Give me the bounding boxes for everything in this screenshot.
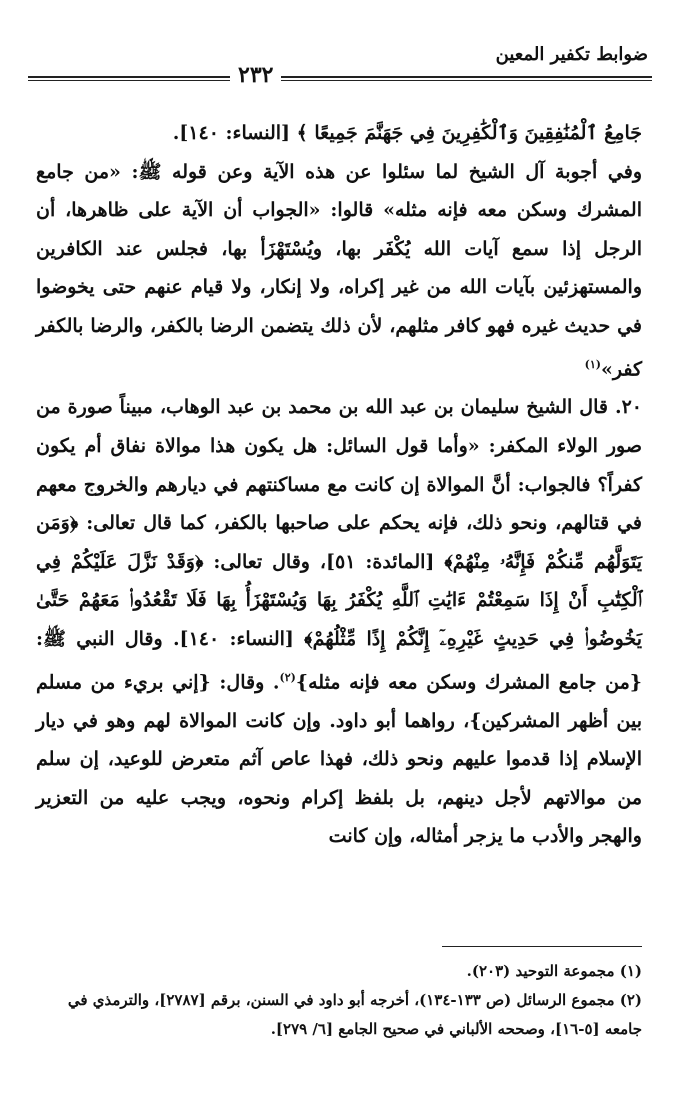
header-rule: [28, 76, 652, 78]
page-number: ٢٣٢: [230, 62, 281, 88]
footnote-ref: (١): [584, 357, 601, 371]
paragraph-text: وفي أجوبة آل الشيخ لما سئلوا عن هذه الآية وعن قوله ﷺ: «من جامع المشرك وسكن معه فإنه مثله» قالوا: «الجواب أن الآية على ظاهرها، أن الرجل إذا سمع آيات الله يُكْفَر بها، ويُسْتَهْزَأ بها، فجلس عند الكافرين والمستهزئين بآيات الله من غير إكراه، ولا إنكار، ولا قيام عنهم حتى يخوضوا في حديث غيره فهو كافر مثلهم، لأن ذلك يتضمن الرضا بالكفر، والرضا بالكفر كفر»: [36, 160, 642, 380]
footnotes: [36, 957, 642, 1044]
item-number: ٢٠.: [614, 396, 642, 419]
paragraph: [36, 153, 642, 389]
numbered-item: [36, 388, 642, 855]
header-rule-thin: [28, 80, 652, 81]
paragraph-text-cont: . وقال: {إني بريء من مسلم بين أظهر المشركين}، رواهما أبو داود. وإن كانت الموالاة لهم وهو في ديار الإسلام إذا قدموا عليهم ونحو ذلك، فهذا عاص آثم متعرض للوعيد، إن سلم من موالاتهم لأجل دينهم، بل بلفظ إكرام ونحوه، ويجب عليه من التعزير والهجر والأدب ما يزجر أمثاله، وإن كانت: [36, 670, 642, 848]
footnote: (١) مجموعة التوحيد (٢٠٣).: [466, 962, 642, 980]
running-header-title: ضوابط تكفير المعين: [495, 44, 648, 65]
footnote-ref: (٢): [279, 670, 296, 684]
footnote-separator: [442, 946, 642, 947]
quran-verse-continuation: جَامِعُ ٱلْمُنَٰفِقِينَ وَٱلْكَٰفِرِينَ فِي جَهَنَّمَ جَمِيعًا ﴾ [النساء: ١٤٠].: [172, 122, 642, 144]
main-text: [36, 114, 642, 856]
footnote: (٢) مجموع الرسائل (ص ١٣٣-١٣٤)، أخرجه أبو داود في السنن، برقم [٢٧٨٧]، والترمذي في جامعه [٥-١٦]، وصححه الألباني في صحيح الجامع [٦/ ٢٧٩].: [67, 991, 642, 1038]
paragraph-text: قال الشيخ سليمان بن عبد الله بن محمد بن عبد الوهاب، مبيناً صورة من صور الولاء المكفر: «وأما قول السائل: هل يكون هذا موالاة نفاق أم يكون كفراً؟ فالجواب: أنَّ الموالاة إن كانت مع مساكنتهم في ديارهم والخروج معهم في قتالهم، ونحو ذلك، فإنه يحكم على صاحبها بالكفر، كما قال تعالى: ﴿وَمَن يَتَوَلَّهُم مِّنكُمْ فَإِنَّهُۥ مِنْهُمْ﴾ [المائدة: ٥١]، وقال تعالى: ﴿وَقَدْ نَزَّلَ عَلَيْكُمْ فِي ٱلْكِتَٰبِ أَنْ إِذَا سَمِعْتُمْ ءَايَٰتِ ٱللَّهِ يُكْفَرُ بِهَا وَيُسْتَهْزَأُ بِهَا فَلَا تَقْعُدُوا۟ مَعَهُمْ حَتَّىٰ يَخُوضُوا۟ فِي حَدِيثٍ غَيْرِهِۦٓ إِنَّكُمْ إِذًا مِّثْلُهُمْ﴾ [النساء: ١٤٠]. وقال النبي ﷺ: {من جامع المشرك وسكن معه فإنه مثله}: [36, 396, 643, 693]
